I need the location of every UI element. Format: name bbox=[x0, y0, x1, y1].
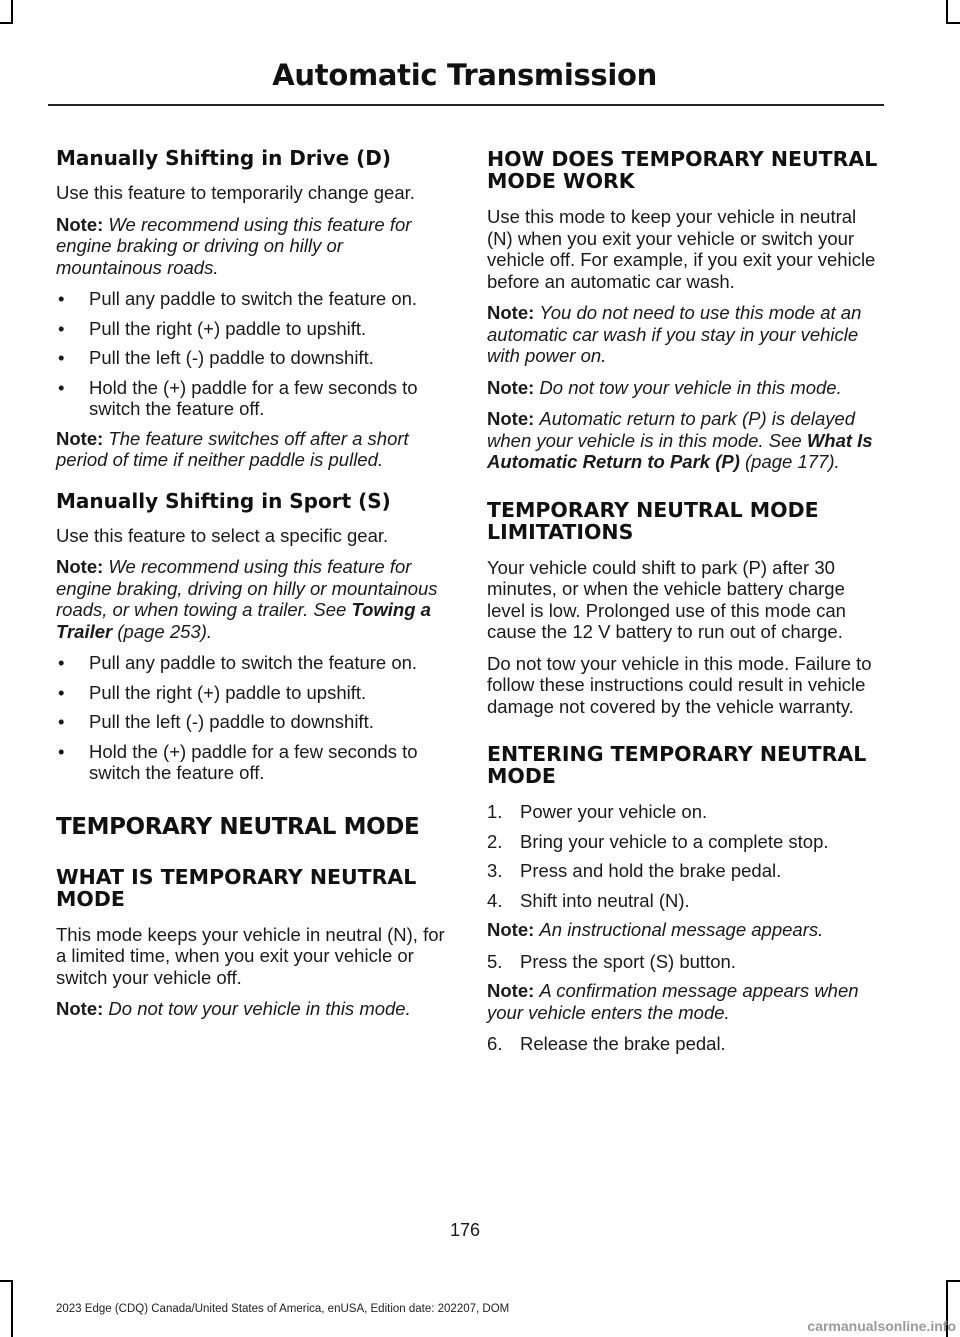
list-item: • Pull the right (+) paddle to upshift. bbox=[58, 317, 367, 339]
paragraph: Use this feature to select a specific gear. bbox=[56, 524, 389, 546]
heading-what-is: WHAT IS TEMPORARY NEUTRAL MODE bbox=[56, 864, 417, 911]
crop-mark bbox=[946, 0, 948, 22]
paragraph: Use this feature to temporarily change gear. bbox=[56, 182, 415, 203]
note-label: Note: bbox=[56, 213, 104, 235]
paragraph: This mode keeps your vehicle in neutral (N), for a limited time, when you exit your vehicle or switch your vehicle off. bbox=[56, 923, 445, 988]
paragraph: Use this mode to keep your vehicle in neutral (N) when you exit your vehicle or switch your vehicle off. For example, if you exit your vehicle before an automatic car wash. bbox=[487, 206, 876, 292]
note: Note: Do not tow your vehicle in this mode. bbox=[56, 998, 411, 1019]
list-item: • Pull the left (-) paddle to downshift. bbox=[58, 711, 374, 732]
list-item: • Hold the (+) paddle for a few seconds to switch the feature off. bbox=[58, 376, 418, 419]
note-text: We recommend using this feature for engine braking or driving on hilly or mountainous roads. bbox=[56, 213, 412, 278]
heading-manual-drive: Manually Shifting in Drive (D) bbox=[56, 146, 392, 170]
paragraph: Do not tow your vehicle in this mode. Failure to follow these instructions could result in vehicle damage not covered by the vehicle warranty. bbox=[487, 652, 872, 717]
crop-mark bbox=[0, 1280, 13, 1282]
left-column bbox=[56, 140, 451, 1030]
heading-manual-sport: Manually Shifting in Sport (S) bbox=[56, 488, 391, 513]
crop-mark bbox=[946, 1280, 960, 1282]
paragraph: Your vehicle could shift to park (P) after 30 minutes, or when the vehicle battery charge level is low. Prolonged use of this mode can cause the 12 V battery to run out of charge. bbox=[487, 556, 846, 642]
heading-entering: ENTERING TEMPORARY NEUTRAL MODE bbox=[487, 742, 867, 788]
cross-reference-link[interactable]: Towing a Trailer bbox=[56, 599, 431, 642]
crop-mark bbox=[11, 0, 13, 22]
note: Note: You do not need to use this mode at an automatic car wash if you stay in your vehicle with power on. bbox=[487, 302, 862, 366]
page-number: 176 bbox=[449, 1220, 481, 1240]
list-item: 2. Bring your vehicle to a complete stop. bbox=[487, 830, 829, 852]
list-item: • Pull the left (-) paddle to downshift. bbox=[58, 347, 374, 368]
section-title: TEMPORARY NEUTRAL MODE bbox=[56, 813, 420, 840]
list-item: • Hold the (+) paddle for a few seconds to switch the feature off. bbox=[58, 740, 418, 783]
heading-how-it-works: HOW DOES TEMPORARY NEUTRAL MODE WORK bbox=[487, 147, 878, 193]
bullet-list bbox=[56, 652, 451, 784]
heading-limitations: TEMPORARY NEUTRAL MODE LIMITATIONS bbox=[487, 497, 819, 544]
list-item: • Pull the right (+) paddle to upshift. bbox=[58, 681, 367, 703]
list-item: 3. Press and hold the brake pedal. bbox=[487, 860, 782, 881]
numbered-list bbox=[487, 951, 882, 973]
list-item: 4. Shift into neutral (N). bbox=[487, 889, 690, 911]
note: Note: An instructional message appears. bbox=[487, 919, 824, 940]
crop-mark bbox=[0, 22, 13, 24]
cross-reference-link[interactable]: What Is Automatic Return to Park (P) bbox=[487, 429, 873, 472]
list-item: 1. Power your vehicle on. bbox=[487, 801, 708, 822]
list-item: • Pull any paddle to switch the feature on. bbox=[58, 288, 418, 309]
note: Note: The feature switches off after a short period of time if neither paddle is pulled. bbox=[56, 427, 409, 470]
crop-mark bbox=[946, 22, 960, 24]
right-column bbox=[487, 140, 882, 1063]
note bbox=[56, 214, 451, 279]
crop-mark bbox=[11, 1280, 13, 1337]
list-item: 6. Release the brake pedal. bbox=[487, 1033, 726, 1054]
header-divider bbox=[48, 104, 884, 106]
watermark: carmanualsonline.info bbox=[807, 1318, 956, 1334]
numbered-list bbox=[487, 1033, 882, 1055]
list-item: 5. Press the sport (S) button. bbox=[487, 950, 736, 972]
numbered-list bbox=[487, 801, 882, 911]
page-header-title: Automatic Transmission bbox=[272, 58, 657, 92]
note: Note: Automatic return to park (P) is delayed when your vehicle is in this mode. See What Is Automatic Return to Park (P) (page 177). bbox=[487, 408, 873, 472]
footer-edition-info: 2023 Edge (CDQ) Canada/United States of America, enUSA, Edition date: 202207, DOM bbox=[56, 1303, 510, 1315]
note: Note: We recommend using this feature for engine braking, driving on hilly or mountainous roads, or when towing a trailer. See Towing a Trailer (page 253). bbox=[56, 556, 438, 642]
bullet-list bbox=[56, 288, 451, 420]
note: Note: A confirmation message appears when your vehicle enters the mode. bbox=[487, 980, 859, 1023]
note: Note: Do not tow your vehicle in this mode. bbox=[487, 376, 842, 398]
list-item: • Pull any paddle to switch the feature on. bbox=[58, 652, 418, 673]
